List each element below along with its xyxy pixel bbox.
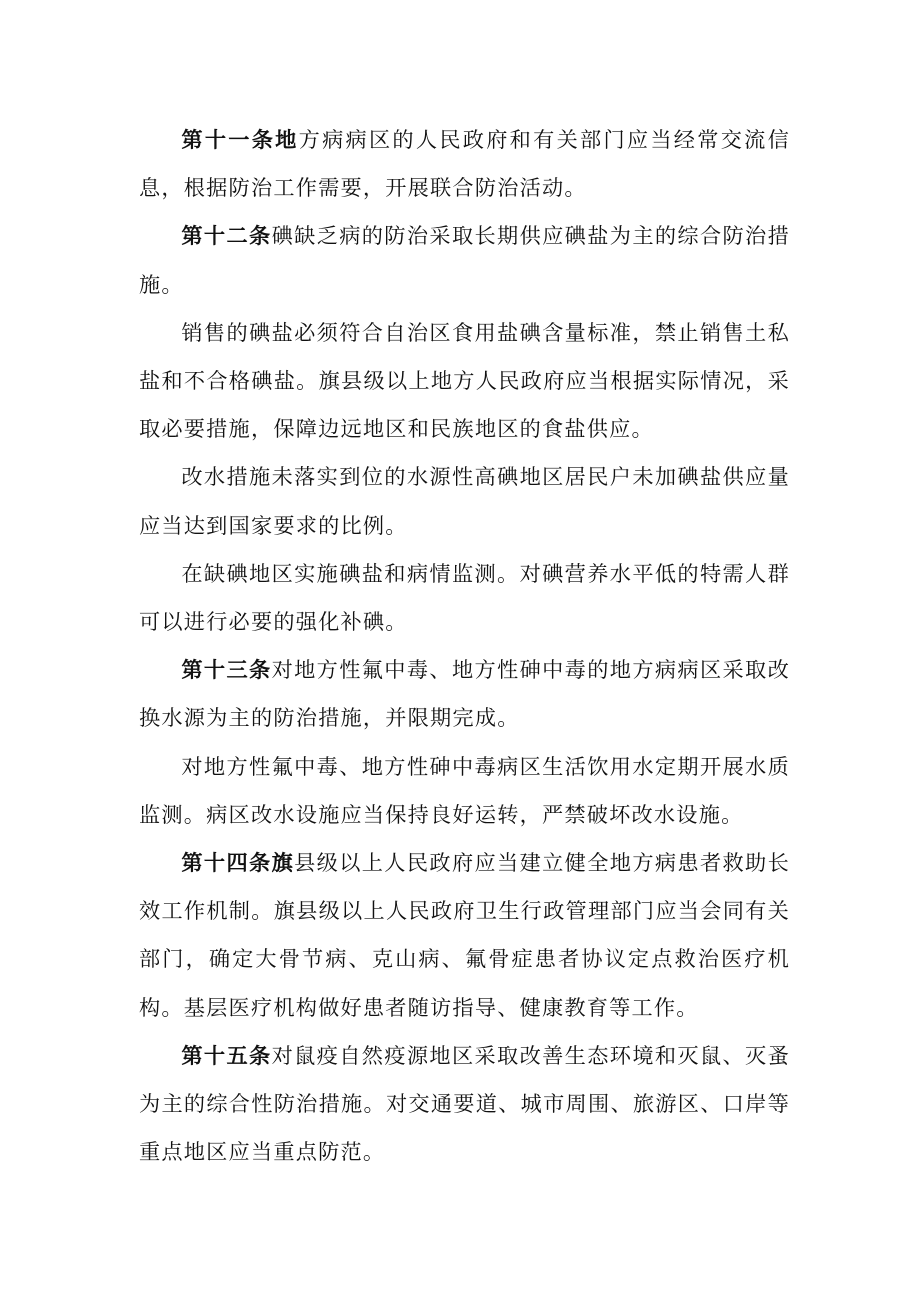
paragraph-article-13 xyxy=(139,646,790,742)
article-heading: 第十二条 xyxy=(181,223,272,249)
paragraph-high-iodine-areas xyxy=(139,453,790,549)
paragraph-iodine-monitoring xyxy=(139,550,790,646)
article-heading: 第十三条 xyxy=(181,657,272,683)
article-heading: 第十一条地 xyxy=(181,127,299,152)
paragraph-text: 改水措施未落实到位的水源性高碘地区居民户未加碘盐供应量应当达到国家要求的比例。 xyxy=(139,464,790,538)
paragraph-text: 对地方性氟中毒、地方性砷中毒的地方病病区采取改换水源为主的防治措施，并限期完成。 xyxy=(139,657,790,731)
paragraph-article-15 xyxy=(139,1032,790,1177)
paragraph-article-12 xyxy=(139,212,790,308)
paragraph-text: 在缺碘地区实施碘盐和病情监测。对碘营养水平低的特需人群可以进行必要的强化补碘。 xyxy=(139,560,790,635)
paragraph-water-quality xyxy=(139,743,790,839)
paragraph-article-11 xyxy=(139,116,790,212)
paragraph-article-14 xyxy=(139,839,790,1032)
paragraph-text: 碘缺乏病的防治采取长期供应碘盐为主的综合防治措施。 xyxy=(139,223,790,297)
article-heading: 第十五条 xyxy=(181,1042,272,1068)
paragraph-text: 县级以上人民政府应当建立健全地方病患者救助长效工作机制。旗县级以上人民政府卫生行政管理部门应当会同有关部门，确定大骨节病、克山病、氟骨症患者协议定点救治医疗机构。基层医疗机构做好患者随访指导、健康教育等工作。 xyxy=(139,850,790,1020)
paragraph-text: 方病病区的人民政府和有关部门应当经常交流信息，根据防治工作需要，开展联合防治活动。 xyxy=(139,127,790,201)
paragraph-iodized-salt-sales xyxy=(139,309,790,454)
article-heading: 第十四条旗 xyxy=(181,850,295,876)
paragraph-text: 销售的碘盐必须符合自治区食用盐碘含量标准，禁止销售土私盐和不合格碘盐。旗县级以上地方人民政府应当根据实际情况，采取必要措施，保障边远地区和民族地区的食盐供应。 xyxy=(139,319,790,442)
document-body xyxy=(139,116,790,1176)
paragraph-text: 对地方性氟中毒、地方性砷中毒病区生活饮用水定期开展水质监测。病区改水设施应当保持良好运转，严禁破坏改水设施。 xyxy=(139,753,790,827)
paragraph-text: 对鼠疫自然疫源地区采取改善生态环境和灭鼠、灭蚤为主的综合性防治措施。对交通要道、城市周围、旅游区、口岸等重点地区应当重点防范。 xyxy=(139,1042,790,1165)
